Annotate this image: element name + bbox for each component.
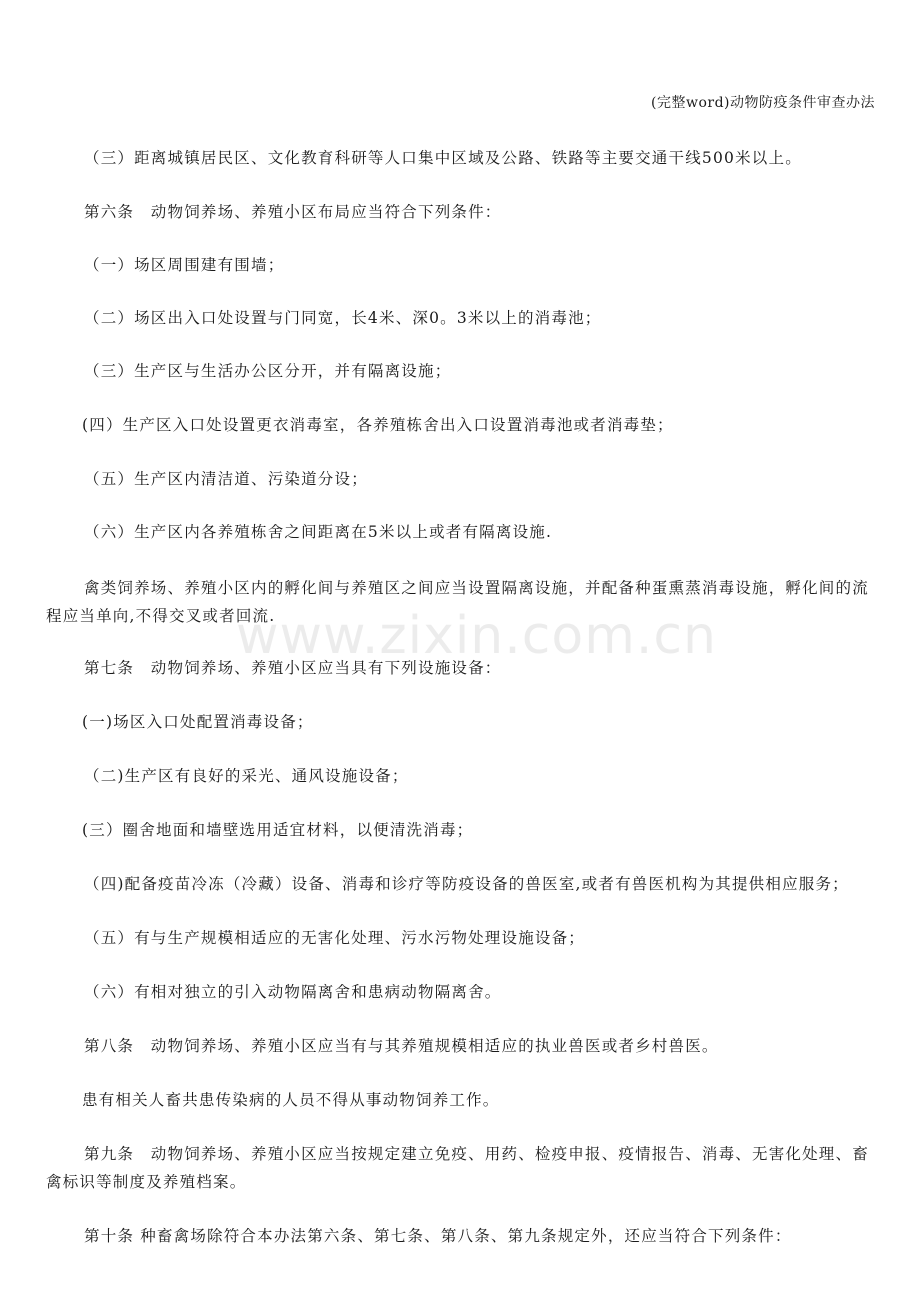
article-7-item-5: （五）有与生产规模相适应的无害化处理、污水污物处理设施设备； [84,929,586,947]
article-7-item-3: (三）圈舍地面和墙壁选用适宜材料，以便清洗消毒； [82,821,474,839]
article-7-item-1: (一)场区入口处配置消毒设备； [82,713,314,731]
page-header: (完整word)动物防疫条件审查办法 [651,95,875,111]
article-8-note: 患有相关人畜共患传染病的人员不得从事动物饲养工作。 [82,1091,500,1109]
article-6-item-4: (四）生产区入口处设置更衣消毒室，各养殖栋舍出入口设置消毒池或者消毒垫； [82,416,674,434]
article-6-item-2: （二）场区出入口处设置与门同宽，长4米、深0。3米以上的消毒池； [84,309,602,327]
article-8: 第八条 动物饲养场、养殖小区应当有与其养殖规模相适应的执业兽医或者乡村兽医。 [84,1037,719,1055]
article-9: 第九条 动物饲养场、养殖小区应当按规定建立免疫、用药、检疫申报、疫情报告、消毒、无害化处理、畜禽标识等制度及养殖档案。 [46,1145,869,1191]
article-6-item-3: （三）生产区与生活办公区分开，并有隔离设施； [84,362,452,380]
article-10-heading: 第十条 种畜禽场除符合本办法第六条、第七条、第八条、第九条规定外，还应当符合下列条件： [84,1227,792,1245]
article-7-item-4: （四)配备疫苗冷冻（冷藏）设备、消毒和诊疗等防疫设备的兽医室,或者有兽医机构为其提供相应服务； [84,875,849,893]
article-7-heading: 第七条 动物饲养场、养殖小区应当具有下列设施设备： [84,659,502,677]
paragraph-1: （三）距离城镇居民区、文化教育科研等人口集中区域及公路、铁路等主要交通干线500米以上。 [84,149,802,167]
article-6-item-1: （一）场区周围建有围墙； [84,256,285,274]
article-6-item-6: （六）生产区内各养殖栋舍之间距离在5米以上或者有隔离设施. [84,523,553,541]
poultry-paragraph: 禽类饲养场、养殖小区内的孵化间与养殖区之间应当设置隔离设施，并配备种蛋熏蒸消毒设施，孵化间的流程应当单向,不得交叉或者回流. [46,579,869,625]
article-6-heading: 第六条 动物饲养场、养殖小区布局应当符合下列条件： [84,203,502,221]
article-7-item-6: （六）有相对独立的引入动物隔离舍和患病动物隔离舍。 [84,983,502,1001]
article-7-item-2: （二)生产区有良好的采光、通风设施设备； [84,767,409,785]
watermark: www.zixin.com.cn [236,606,717,666]
article-6-item-5: （五）生产区内清洁道、污染道分设； [84,470,368,488]
